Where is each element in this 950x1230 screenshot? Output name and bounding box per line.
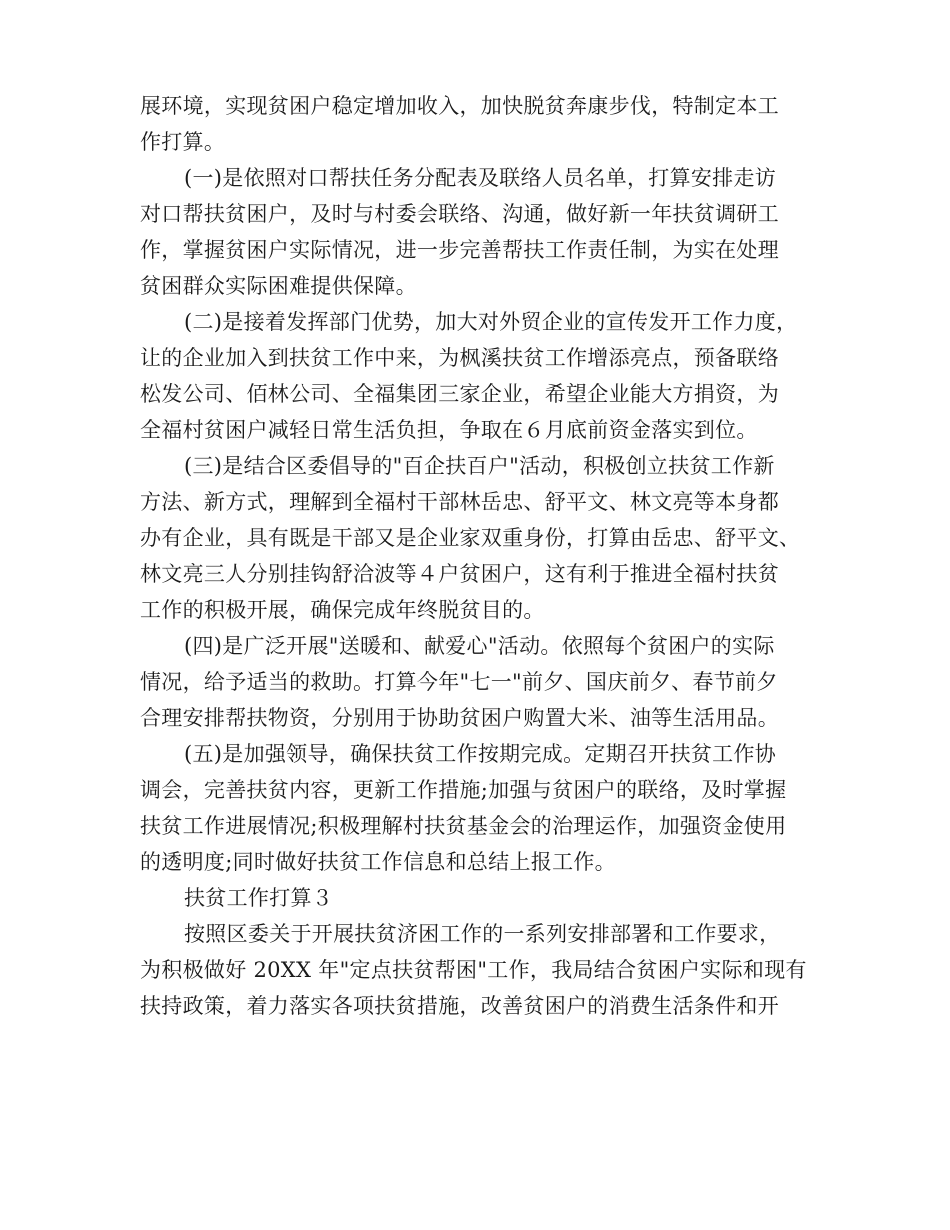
text-line: 合理安排帮扶物资，分别用于协助贫困户购置大米、油等生活用品。 bbox=[140, 706, 779, 730]
text-line: 工作的积极开展，确保完成年终脱贫目的。 bbox=[140, 598, 545, 622]
text-line: 松发公司、佰林公司、全福集团三家企业，希望企业能大方捐资，为 bbox=[140, 382, 779, 406]
text-line: 展环境，实现贫困户稳定增加收入，加快脱贫奔康步伐，特制定本工 bbox=[140, 94, 779, 118]
text-line: 情况，给予适当的救助。打算今年"七一"前夕、国庆前夕、春节前夕 bbox=[140, 670, 778, 694]
text-line: (四)是广泛开展"送暖和、献爱心"活动。依照每个贫困户的实际 bbox=[184, 634, 775, 658]
text-line: (五)是加强领导，确保扶贫工作按期完成。定期召开扶贫工作协 bbox=[184, 742, 777, 766]
text-line: 作，掌握贫困户实际情况，进一步完善帮扶工作责任制，为实在处理 bbox=[140, 238, 779, 262]
text-line: 扶贫工作打算３ bbox=[184, 886, 334, 910]
text-line: 林文亮三人分别挂钩舒洽波等４户贫困户，这有利于推进全福村扶贫 bbox=[140, 562, 779, 586]
text-line: (三)是结合区委倡导的"百企扶百户"活动，积极创立扶贫工作新 bbox=[184, 454, 775, 478]
text-line: 调会，完善扶贫内容，更新工作措施;加强与贫困户的联络，及时掌握 bbox=[140, 778, 787, 802]
text-line: 办有企业，具有既是干部又是企业家双重身份，打算由岳忠、舒平文、 bbox=[140, 526, 801, 550]
text-line: 为积极做好 20XX 年"定点扶贫帮困"工作，我局结合贫困户实际和现有 bbox=[140, 958, 807, 982]
text-line: 按照区委关于开展扶贫济困工作的一系列安排部署和工作要求， bbox=[184, 922, 781, 946]
document-body bbox=[140, 88, 830, 1024]
text-line: 全福村贫困户减轻日常生活负担，争取在６月底前资金落实到位。 bbox=[140, 418, 758, 442]
text-line: 作打算。 bbox=[140, 130, 226, 154]
text-line: (一)是依照对口帮扶任务分配表及联络人员名单，打算安排走访 bbox=[184, 166, 777, 190]
text-line: 让的企业加入到扶贫工作中来，为枫溪扶贫工作增添亮点，预备联络 bbox=[140, 346, 779, 370]
text-line: 扶贫工作进展情况;积极理解村扶贫基金会的治理运作，加强资金使用 bbox=[140, 814, 787, 838]
text-line: (二)是接着发挥部门优势，加大对外贸企业的宣传发开工作力度， bbox=[184, 310, 798, 334]
text-line: 贫困群众实际困难提供保障。 bbox=[140, 274, 417, 298]
text-line: 的透明度;同时做好扶贫工作信息和总结上报工作。 bbox=[140, 850, 616, 874]
text-line: 方法、新方式，理解到全福村干部林岳忠、舒平文、林文亮等本身都 bbox=[140, 490, 779, 514]
text-line: 对口帮扶贫困户，及时与村委会联络、沟通，做好新一年扶贫调研工 bbox=[140, 202, 779, 226]
text-line: 扶持政策，着力落实各项扶贫措施，改善贫困户的消费生活条件和开 bbox=[140, 994, 779, 1018]
